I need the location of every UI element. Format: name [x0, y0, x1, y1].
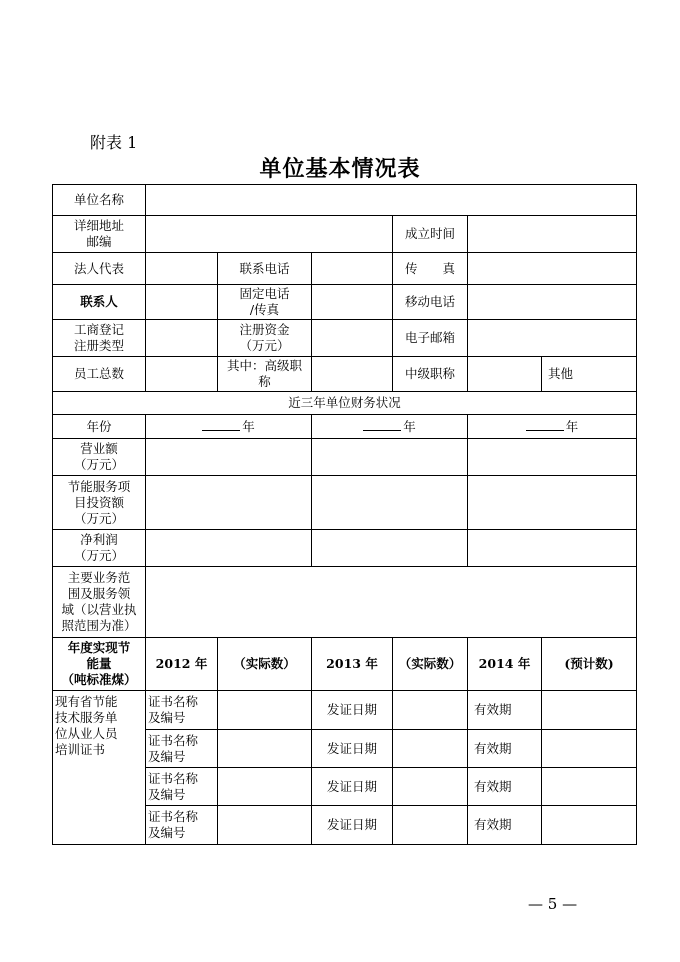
field-cert-3-name[interactable] — [218, 768, 312, 806]
row-contact — [53, 285, 637, 320]
cert-3-name-label: 证书名称 及编号 — [146, 768, 218, 806]
energy-year-2013: 2013 年 — [312, 638, 393, 691]
row-unit-name — [53, 185, 637, 216]
form-title: 单位基本情况表 — [259, 156, 421, 182]
field-legal-rep[interactable] — [146, 253, 218, 285]
field-revenue-3[interactable] — [468, 439, 637, 476]
field-reg-type[interactable] — [146, 320, 218, 357]
year-3-blank[interactable] — [526, 418, 564, 431]
row-business-scope — [53, 567, 637, 638]
field-business-scope[interactable] — [146, 567, 637, 638]
label-address: 详细地址 邮编 — [53, 216, 146, 253]
field-net-profit-1[interactable] — [146, 530, 312, 567]
cert-3-date-label: 发证日期 — [312, 768, 393, 806]
label-other: 其他 — [542, 357, 637, 392]
label-business-scope: 主要业务范 围及服务领 域（以营业执 照范围为准） — [53, 567, 146, 638]
year-1-suffix: 年 — [242, 419, 255, 434]
label-investment: 节能服务项 目投资额 （万元） — [53, 476, 146, 530]
energy-note-2013: （实际数） — [393, 638, 468, 691]
field-year-2[interactable] — [312, 415, 468, 439]
field-cert-1-name[interactable] — [218, 691, 312, 730]
energy-year-2014: 2014 年 — [468, 638, 542, 691]
label-revenue: 营业额 （万元） — [53, 439, 146, 476]
label-mobile: 移动电话 — [393, 285, 468, 320]
field-cert-3-date[interactable] — [393, 768, 468, 806]
label-fax: 传 真 — [393, 253, 468, 285]
finance-section-title: 近三年单位财务状况 — [53, 392, 637, 415]
row-legal-rep — [53, 253, 637, 285]
label-certs: 现有省节能 技术服务单 位从业人员 培训证书 — [53, 691, 146, 845]
field-email[interactable] — [468, 320, 637, 357]
row-energy-saving — [53, 638, 637, 691]
field-cert-1-valid[interactable] — [542, 691, 637, 730]
field-revenue-1[interactable] — [146, 439, 312, 476]
row-years — [53, 415, 637, 439]
label-phone: 联系电话 — [218, 253, 312, 285]
label-legal-rep: 法人代表 — [53, 253, 146, 285]
field-established[interactable] — [468, 216, 637, 253]
label-capital: 注册资金 （万元） — [218, 320, 312, 357]
field-net-profit-3[interactable] — [468, 530, 637, 567]
cert-4-name-label: 证书名称 及编号 — [146, 806, 218, 845]
field-address[interactable] — [146, 216, 393, 253]
row-cert-1 — [53, 691, 637, 730]
row-finance-title — [53, 392, 637, 415]
field-capital[interactable] — [312, 320, 393, 357]
field-investment-3[interactable] — [468, 476, 637, 530]
energy-note-2012: （实际数） — [218, 638, 312, 691]
field-fax[interactable] — [468, 253, 637, 285]
cert-1-valid-label: 有效期 — [468, 691, 542, 730]
field-unit-name[interactable] — [146, 185, 637, 216]
row-net-profit — [53, 530, 637, 567]
field-cert-1-date[interactable] — [393, 691, 468, 730]
field-contact[interactable] — [146, 285, 218, 320]
cert-2-name-label: 证书名称 及编号 — [146, 730, 218, 768]
field-year-3[interactable] — [468, 415, 637, 439]
field-investment-2[interactable] — [312, 476, 468, 530]
year-2-blank[interactable] — [363, 418, 401, 431]
field-cert-3-valid[interactable] — [542, 768, 637, 806]
label-year: 年份 — [53, 415, 146, 439]
cert-4-valid-label: 有效期 — [468, 806, 542, 845]
field-year-1[interactable] — [146, 415, 312, 439]
label-email: 电子邮箱 — [393, 320, 468, 357]
year-2-suffix: 年 — [403, 419, 416, 434]
field-net-profit-2[interactable] — [312, 530, 468, 567]
field-cert-4-name[interactable] — [218, 806, 312, 845]
label-staff-total: 员工总数 — [53, 357, 146, 392]
field-cert-2-name[interactable] — [218, 730, 312, 768]
cert-3-valid-label: 有效期 — [468, 768, 542, 806]
row-investment — [53, 476, 637, 530]
page-number: — 5 — — [528, 895, 578, 913]
row-revenue — [53, 439, 637, 476]
field-middle[interactable] — [468, 357, 542, 392]
cert-1-date-label: 发证日期 — [312, 691, 393, 730]
annex-label: 附表 1 — [90, 133, 138, 152]
row-staff — [53, 357, 637, 392]
cert-1-name-label: 证书名称 及编号 — [146, 691, 218, 730]
row-address — [53, 216, 637, 253]
label-net-profit: 净利润 （万元） — [53, 530, 146, 567]
unit-info-table — [52, 184, 637, 845]
energy-year-2012: 2012 年 — [146, 638, 218, 691]
field-revenue-2[interactable] — [312, 439, 468, 476]
field-cert-4-valid[interactable] — [542, 806, 637, 845]
field-investment-1[interactable] — [146, 476, 312, 530]
row-reg-type — [53, 320, 637, 357]
label-unit-name: 单位名称 — [53, 185, 146, 216]
field-staff-total[interactable] — [146, 357, 218, 392]
field-cert-4-date[interactable] — [393, 806, 468, 845]
label-middle: 中级职称 — [393, 357, 468, 392]
label-established: 成立时间 — [393, 216, 468, 253]
cert-2-date-label: 发证日期 — [312, 730, 393, 768]
label-fixed-phone: 固定电话 /传真 — [218, 285, 312, 320]
field-phone[interactable] — [312, 253, 393, 285]
label-contact: 联系人 — [53, 285, 146, 320]
field-fixed-phone[interactable] — [312, 285, 393, 320]
field-cert-2-valid[interactable] — [542, 730, 637, 768]
year-1-blank[interactable] — [202, 418, 240, 431]
label-energy-saving: 年度实现节 能量 （吨标准煤） — [53, 638, 146, 691]
label-senior: 其中：高级职 称 — [218, 357, 312, 392]
cert-2-valid-label: 有效期 — [468, 730, 542, 768]
field-cert-2-date[interactable] — [393, 730, 468, 768]
year-3-suffix: 年 — [565, 419, 579, 434]
energy-note-2014: (预计数) — [542, 638, 637, 691]
cert-4-date-label: 发证日期 — [312, 806, 393, 845]
field-mobile[interactable] — [468, 285, 637, 320]
field-senior[interactable] — [312, 357, 393, 392]
label-reg-type: 工商登记 注册类型 — [53, 320, 146, 357]
